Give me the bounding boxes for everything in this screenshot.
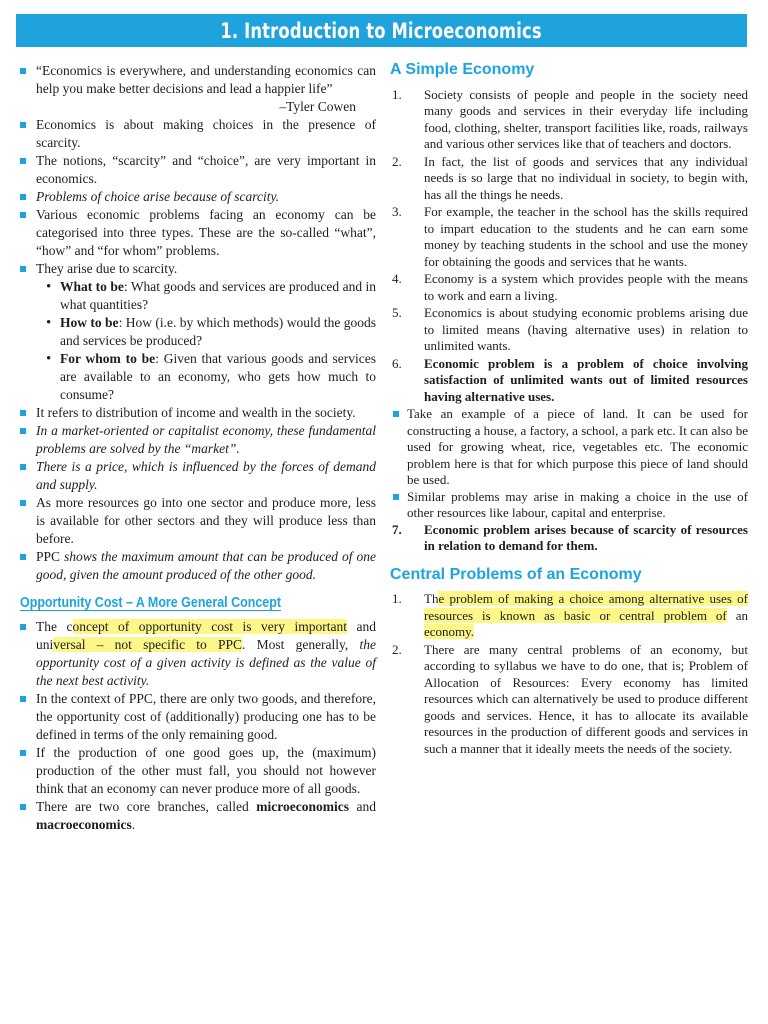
highlighted-text: economy. bbox=[424, 624, 475, 639]
text-run: . bbox=[131, 817, 136, 832]
numbered-item bbox=[390, 522, 748, 555]
text-run: Th bbox=[424, 591, 439, 606]
chapter-banner bbox=[16, 14, 747, 47]
quote-author: –Tyler Cowen bbox=[279, 99, 356, 114]
list-item: Problems of choice arise because of scarcity. bbox=[16, 188, 376, 206]
list-item bbox=[16, 798, 376, 834]
item-number: 1. bbox=[392, 591, 402, 606]
numbered-item bbox=[390, 591, 748, 641]
simple-economy-heading: A Simple Economy bbox=[390, 61, 535, 78]
item-number: 2. bbox=[392, 641, 402, 657]
term: For whom to be bbox=[60, 351, 156, 366]
land-example-list bbox=[390, 406, 748, 522]
item-number: 5. bbox=[392, 305, 402, 320]
item-text: Economic problem is a problem of choice involving satisfaction of unlimited wants out of limited resources having alternative uses. bbox=[424, 355, 748, 404]
ppc-definition: shows the maximum amount that can be produced of one good, given the amount produced of the other good. bbox=[36, 549, 376, 582]
highlighted-text: e problem of making a choice among alternative uses of resources is known as basic or central problem of bbox=[424, 591, 748, 623]
item-text: Economics is about studying economic problems arising due to limited means (having alternative uses) in relation to unlimited wants. bbox=[424, 305, 748, 353]
definition: : How (i.e. by which methods) would the goods and services be produced? bbox=[60, 315, 377, 348]
opportunity-cost-list bbox=[16, 618, 376, 834]
item-text: Society consists of people and people in the society need many goods and services in their everyday life including food, clothing, shelter, transport facilities like, roads, railways and various other services like that of teachers and doctors. bbox=[424, 86, 748, 151]
numbered-item bbox=[390, 271, 748, 304]
term: What to be bbox=[60, 279, 124, 294]
numbered-item bbox=[390, 356, 748, 406]
sub-list-item bbox=[46, 278, 376, 314]
numbered-item bbox=[390, 154, 748, 204]
opportunity-cost-heading: Opportunity Cost – A More General Concept bbox=[20, 595, 281, 611]
text-run: and bbox=[348, 799, 376, 814]
text-run: and uni bbox=[36, 619, 376, 652]
list-item: The notions, “scarcity” and “choice”, are very important in economics. bbox=[16, 152, 376, 188]
definition: : Given that various goods and services are available to an economy, who gets how much to consume? bbox=[60, 351, 377, 402]
term: macroeconomics bbox=[36, 817, 132, 832]
item-number: 3. bbox=[392, 204, 402, 219]
text-run: The c bbox=[36, 619, 73, 634]
list-item: Take an example of a piece of land. It can be used for constructing a house, a factory, a school, a park etc. It can also be used for growing wheat, rice, vegetables etc. The economic problem here is that for which purpose this piece of land should be used. bbox=[390, 406, 748, 489]
text-run: . Most generally, bbox=[242, 637, 360, 652]
item-number: 2. bbox=[392, 153, 402, 169]
item-number: 7. bbox=[392, 521, 402, 537]
list-item: As more resources go into one sector and produce more, less is available for other sectors and they will produce less than before. bbox=[16, 494, 376, 548]
central-problems-heading: Central Problems of an Economy bbox=[390, 565, 642, 583]
chapter-title: 1. Introduction to Microeconomics bbox=[220, 18, 543, 43]
sub-list-item bbox=[46, 350, 376, 404]
ppc-text: PPC bbox=[36, 549, 64, 564]
item-text: Economic problem arises because of scarcity of resources in relation to demand for them. bbox=[424, 521, 748, 553]
scarcity-list bbox=[390, 522, 748, 555]
numbered-item bbox=[390, 642, 748, 758]
item-number: 6. bbox=[392, 355, 402, 371]
list-item bbox=[16, 548, 376, 584]
list-item bbox=[16, 260, 376, 404]
item-text: There are many central problems of an economy, but according to syllabus we have to do one, that is; Problem of Allocation of Resources: Every economy has limited resources which can alternatively be used to produce different goods and services. Hence, it has to allocate its available resources in the production of different goods and services in such a manner that it ideally meets the needs of the society. bbox=[424, 641, 748, 756]
text-run: There are two core branches, called bbox=[36, 799, 257, 814]
item-number: 1. bbox=[392, 86, 402, 102]
intro-bullet-list bbox=[16, 62, 376, 584]
list-item bbox=[16, 62, 376, 116]
simple-economy-list bbox=[390, 87, 748, 406]
item-text: In fact, the list of goods and services that any individual needs is so large that no individual in society, to begin with, has all the things he needs. bbox=[424, 153, 748, 202]
text-run: an bbox=[726, 607, 749, 623]
highlighted-text: oncept of opportunity cost is very important bbox=[72, 619, 347, 634]
list-item: There is a price, which is influenced by the forces of demand and supply. bbox=[16, 458, 376, 494]
list-item bbox=[16, 618, 376, 690]
item-number: 4. bbox=[392, 271, 402, 286]
term: microeconomics bbox=[256, 799, 349, 814]
central-problems-list bbox=[390, 591, 748, 757]
sub-list-item bbox=[46, 314, 376, 350]
highlighted-text: versal – not specific to PPC bbox=[53, 637, 243, 652]
list-item: Economics is about making choices in the presence of scarcity. bbox=[16, 116, 376, 152]
item-text: For example, the teacher in the school has the skills required to impart education to the students and he can earn some money by teaching students in the school and use the money for obtaining the goods and services that he wants. bbox=[424, 204, 748, 269]
numbered-item bbox=[390, 305, 748, 355]
definition: : What goods and services are produced and in what quantities? bbox=[60, 279, 377, 312]
list-item: If the production of one good goes up, the (maximum) production of the other must fall, you should not however think that an economy can never produce more of all goods. bbox=[16, 744, 376, 798]
quote-text: “Economics is everywhere, and understanding economics can help you make better decisions and lead a happier life” bbox=[36, 63, 376, 96]
list-item: Various economic problems facing an economy can be categorised into three types. These are the so-called “what”, “how” and “for whom” problems. bbox=[16, 206, 376, 260]
left-column bbox=[16, 62, 376, 834]
numbered-item bbox=[390, 204, 748, 270]
problem-types-list bbox=[36, 278, 376, 404]
list-item: Similar problems may arise in making a choice in the use of other resources like labour, capital and enterprise. bbox=[390, 489, 748, 522]
right-column bbox=[390, 62, 748, 758]
list-item-text: They arise due to scarcity. bbox=[36, 261, 178, 276]
term: How to be bbox=[60, 315, 119, 330]
numbered-item bbox=[390, 87, 748, 153]
opportunity-cost-definition: the opportunity cost of a given activity is defined as the value of the next best activity. bbox=[36, 637, 377, 688]
item-text: Economy is a system which provides people with the means to work and earn a living. bbox=[424, 271, 748, 303]
list-item: In a market-oriented or capitalist economy, these fundamental problems are solved by the “market”. bbox=[16, 422, 376, 458]
list-item: It refers to distribution of income and wealth in the society. bbox=[16, 404, 376, 422]
list-item: In the context of PPC, there are only two goods, and therefore, the opportunity cost of (additionally) producing one has to be defined in terms of the only remaining good. bbox=[16, 690, 376, 744]
